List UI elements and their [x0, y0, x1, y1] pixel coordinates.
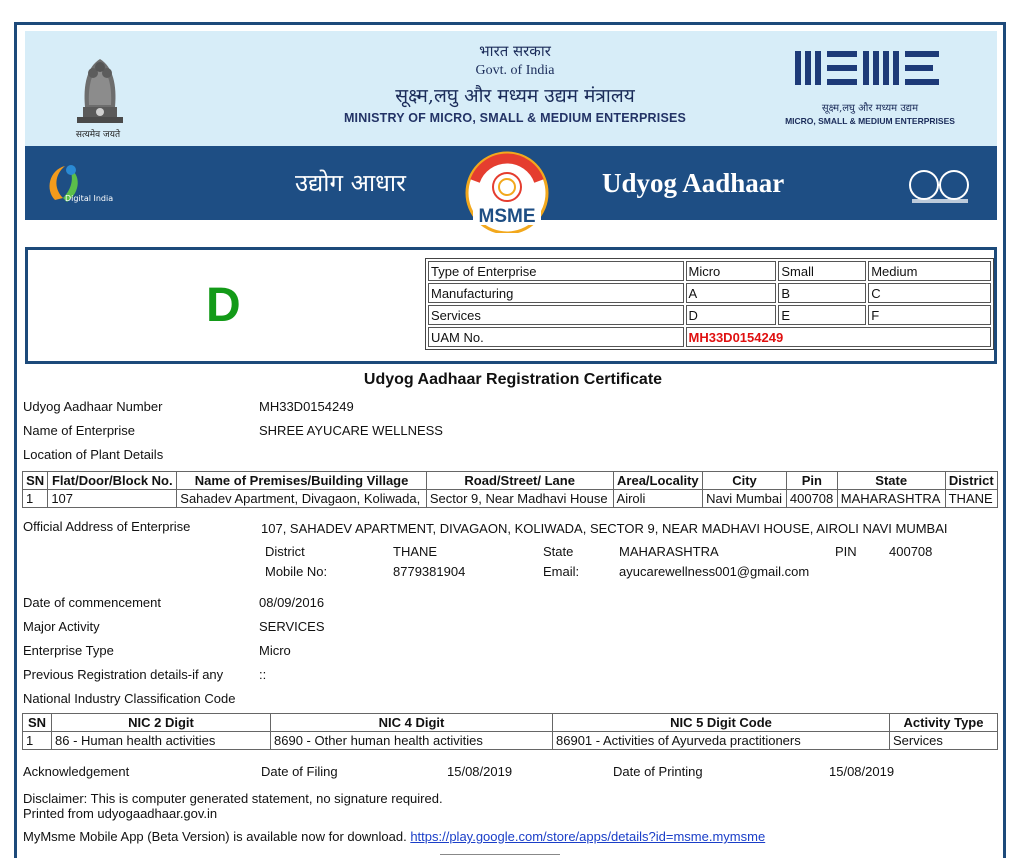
plant-table-cell: 1: [23, 490, 48, 508]
msme-logo: [775, 49, 965, 126]
table-row: [23, 732, 998, 750]
type-table-cell: A: [686, 283, 777, 303]
aadhaar-number-value: MH33D0154249: [259, 399, 354, 414]
nic-table-header: NIC 5 Digit Code: [553, 714, 890, 732]
mobile-app-notice: [23, 829, 765, 844]
plant-table-header: Road/Street/ Lane: [426, 472, 613, 490]
nic-table-header: NIC 2 Digit: [52, 714, 271, 732]
national-emblem-icon: [65, 45, 135, 137]
official-address-value: 107, SAHADEV APARTMENT, DIVAGAON, KOLIWADA, SECTOR 9, NEAR MADHAVI HOUSE, AIROLI NAVI MUMBAI: [261, 521, 948, 536]
previous-registration-value: ::: [259, 667, 267, 682]
swachh-bharat-logo-icon: [892, 163, 992, 209]
type-table-cell: F: [868, 305, 991, 325]
digital-india-text: Digital India: [65, 194, 114, 203]
government-title: [325, 41, 705, 125]
nic-table-header: Activity Type: [890, 714, 998, 732]
plant-table-cell: 107: [48, 490, 177, 508]
plant-table-cell: MAHARASHTRA: [837, 490, 945, 508]
type-table-cell: Small: [778, 261, 866, 281]
msme-logo-icon: [775, 49, 965, 89]
nic-table: [22, 713, 998, 750]
district-value: THANE: [393, 544, 438, 559]
acknowledgement-label: Acknowledgement: [23, 764, 130, 779]
type-table-row: [428, 305, 991, 325]
nic-table-header-row: [23, 714, 998, 732]
uam-number: MH33D0154249: [686, 327, 992, 347]
certificate-title: Udyog Aadhaar Registration Certificate: [363, 371, 663, 388]
plant-table-header: State: [837, 472, 945, 490]
email-label: Email:: [543, 564, 580, 579]
plant-details-table: [22, 471, 998, 508]
udyog-aadhaar-hindi: उद्योग आधार: [295, 169, 406, 197]
type-table-cell: D: [686, 305, 777, 325]
email-value: ayucarewellness001@gmail.com: [619, 564, 810, 579]
certificate-page: [14, 22, 1006, 858]
nic-table-cell: Services: [890, 732, 998, 750]
plant-table-header: City: [703, 472, 787, 490]
enterprise-type-label: Enterprise Type: [23, 643, 114, 658]
type-table-row: [428, 283, 991, 303]
plant-table-header: SN: [23, 472, 48, 490]
plant-table-header: Pin: [786, 472, 837, 490]
official-address-label: Official Address of Enterprise: [23, 519, 191, 534]
plant-table-header-row: [23, 472, 998, 490]
disclaimer-text: Disclaimer: This is computer generated statement, no signature required.: [23, 791, 443, 806]
pin-value: 400708: [889, 544, 933, 559]
printed-from-text: Printed from udyogaadhaar.gov.in: [23, 806, 218, 821]
nic-table-cell: 1: [23, 732, 52, 750]
state-label: State: [543, 544, 574, 559]
plant-table-cell: Navi Mumbai: [703, 490, 787, 508]
plant-table-cell: Airoli: [613, 490, 703, 508]
enterprise-name-label: Name of Enterprise: [23, 423, 135, 438]
type-table-cell: Medium: [868, 261, 991, 281]
mobile-value: 8779381904: [393, 564, 466, 579]
plant-table-header: Flat/Door/Block No.: [48, 472, 177, 490]
type-table-cell: B: [778, 283, 866, 303]
filing-date-label: Date of Filing: [261, 764, 338, 779]
plant-table-cell: Sector 9, Near Madhavi House: [426, 490, 613, 508]
nic-table-cell: 8690 - Other human health activities: [271, 732, 553, 750]
district-label: District: [265, 544, 305, 559]
printing-date-label: Date of Printing: [613, 764, 703, 779]
msme-tag-english: MICRO, SMALL & MEDIUM ENTERPRISES: [785, 116, 955, 126]
printing-date-value: 15/08/2019: [829, 764, 895, 779]
mobile-label: Mobile No:: [265, 564, 328, 579]
type-table-cell: Type of Enterprise: [428, 261, 684, 281]
type-table-cell: E: [778, 305, 866, 325]
ministry-english-text: MINISTRY OF MICRO, SMALL & MEDIUM ENTERPRISES: [343, 111, 687, 125]
udyog-aadhaar-msme-logo-icon: [447, 151, 567, 233]
page-bottom-edge: [440, 854, 560, 859]
plant-table-cell: Sahadev Apartment, Divagaon, Koliwada,: [177, 490, 427, 508]
enterprise-type-value: Micro: [259, 643, 291, 658]
type-table-cell: Services: [428, 305, 684, 325]
plant-table-header: District: [945, 472, 997, 490]
plant-table-header: Area/Locality: [613, 472, 703, 490]
nic-label: National Industry Classification Code: [23, 691, 236, 706]
pin-label: PIN: [835, 544, 857, 559]
aadhaar-number-label: Udyog Aadhaar Number: [23, 399, 163, 414]
ministry-hindi-text: सूक्ष्म,लघु और मध्यम उद्यम मंत्रालय: [395, 85, 635, 107]
mobile-app-text: MyMsme Mobile App (Beta Version) is available now for download.: [23, 829, 407, 844]
filing-date-value: 15/08/2019: [447, 764, 513, 779]
previous-registration-label: Previous Registration details-if any: [23, 667, 224, 682]
govt-of-india-text: Govt. of India: [475, 63, 555, 78]
category-letter: D: [206, 279, 241, 332]
emblem-caption: सत्यमेव जयते: [75, 130, 121, 140]
msme-tag-hindi: सूक्ष्म,लघु और मध्यम उद्यम: [821, 103, 919, 114]
type-table-uam-row: [428, 327, 991, 347]
nic-table-cell: 86 - Human health activities: [52, 732, 271, 750]
enterprise-type-box: [25, 247, 997, 364]
type-table-cell: Micro: [686, 261, 777, 281]
state-value: MAHARASHTRA: [619, 544, 719, 559]
uam-label: UAM No.: [428, 327, 684, 347]
udyog-aadhaar-english: Udyog Aadhaar: [602, 168, 785, 198]
nic-table-cell: 86901 - Activities of Ayurveda practitioners: [553, 732, 890, 750]
nic-table-header: SN: [23, 714, 52, 732]
plant-table-cell: THANE: [945, 490, 997, 508]
hindi-govt-text: भारत सरकार: [479, 42, 551, 60]
plant-location-label: Location of Plant Details: [23, 447, 164, 462]
table-row: [23, 490, 998, 508]
type-table-header-row: [428, 261, 991, 281]
major-activity-label: Major Activity: [23, 619, 100, 634]
type-table-cell: C: [868, 283, 991, 303]
center-logo-msme: MSME: [478, 206, 536, 227]
plant-table-header: Name of Premises/Building Village: [177, 472, 427, 490]
mobile-app-link[interactable]: https://play.google.com/store/apps/details?id=msme.mymsme: [410, 829, 766, 844]
commencement-value: 08/09/2016: [259, 595, 325, 610]
type-table-cell: Manufacturing: [428, 283, 684, 303]
header-top: [25, 31, 997, 146]
nic-table-header: NIC 4 Digit: [271, 714, 553, 732]
enterprise-name-value: SHREE AYUCARE WELLNESS: [259, 423, 443, 438]
commencement-label: Date of commencement: [23, 595, 162, 610]
plant-table-cell: 400708: [786, 490, 837, 508]
major-activity-value: SERVICES: [259, 619, 325, 634]
enterprise-type-table: [425, 258, 994, 350]
